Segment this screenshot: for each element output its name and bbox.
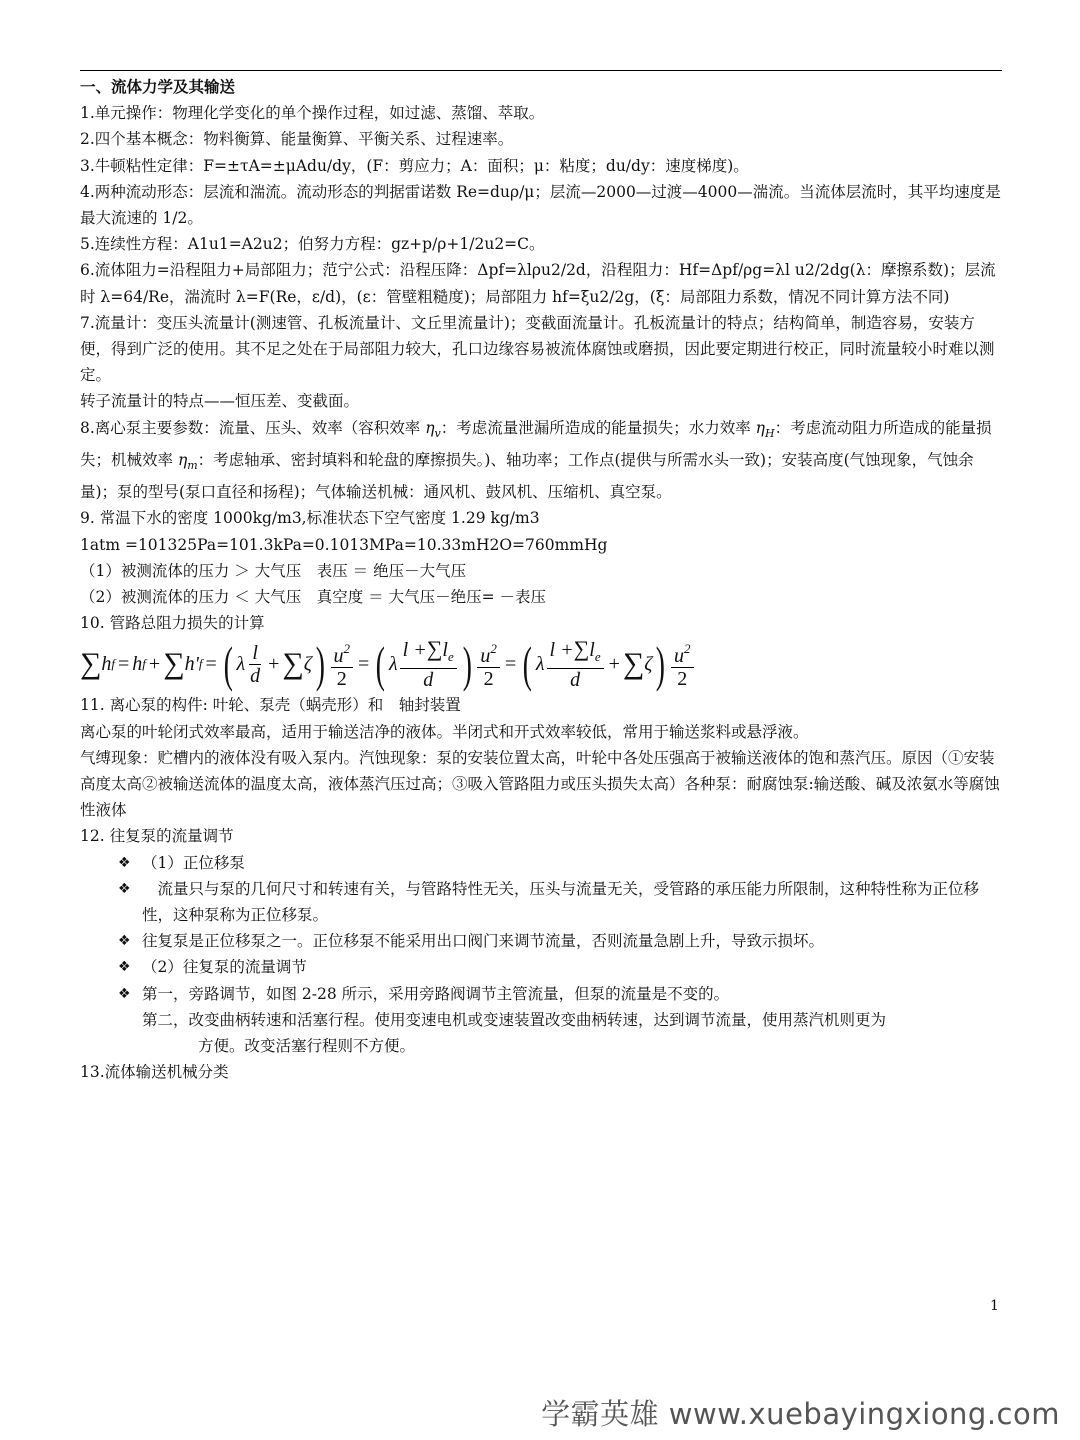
page-number: 1 [990, 1298, 999, 1314]
paragraph-10: 10. 管路总阻力损失的计算 [80, 614, 265, 633]
paragraph-9d: （2）被测流体的压力 ＜ 大气压 真空度 ＝ 大气压－绝压= －表压 [80, 588, 546, 607]
paragraph-9b: 1atm =101325Pa=101.3kPa=0.1013MPa=10.33mH2O=760mmHg [80, 535, 608, 554]
diamond-bullet-icon: ❖ [118, 880, 131, 897]
diamond-bullet-icon: ❖ [118, 854, 131, 871]
paragraph-4: 4.两种流动形态：层流和湍流。流动形态的判据雷诺数 Re=duρ/μ；层流—2000—过渡—4000—湍流。当流体层流时，其平均速度是最大流速的 1/2。 [80, 182, 1001, 228]
bullet-item: ❖ 第一，旁路调节，如图 2-28 所示，采用旁路阀调节主管流量，但泵的流量是不变的。 [80, 981, 1002, 1007]
paragraph-5: 5.连续性方程：A1u1=A2u2；伯努力方程：gz+p/ρ+1/2u2=C。 [80, 235, 545, 254]
watermark: 学霸英雄 www.xuebayingxiong.com [541, 1397, 1060, 1431]
bullet-item: ❖ （2）往复泵的流量调节 [80, 954, 1002, 980]
sub-line-2-cont: 方便。改变活塞行程则不方便。 [198, 1037, 416, 1056]
paragraph-7: 7.流量计：变压头流量计(测速管、孔板流量计、文丘里流量计)；变截面流量计。孔板流量计的特点；结构简单，制造容易，安装方便，得到广泛的使用。其不足之处在于局部阻力较大，孔口边缘容易被流体腐蚀或磨损，因此要定期进行校正，同时流量较小时难以测定。 [80, 313, 995, 385]
paragraph-2: 2.四个基本概念：物料衡算、能量衡算、平衡关系、过程速率。 [80, 130, 514, 149]
paragraph-7b: 转子流量计的特点——恒压差、变截面。 [80, 392, 360, 411]
paragraph-11c: 气缚现象：贮槽内的液体没有吸入泵内。汽蚀现象：泵的安装位置太高，叶轮中各处压强高于被输送液体的饱和蒸汽压。原因（①安装高度太高②被输送流体的温度太高，液体蒸汽压过高；③吸入管路阻力或压头损失太高）各种泵：耐腐蚀泵:输送酸、碱及浓氨水等腐蚀性液体 [80, 748, 1000, 820]
bullet-item: ❖ （1）正位移泵 [80, 850, 1002, 876]
paragraph-3: 3.牛顿粘性定律：F=±τA=±μAdu/dy，(F：剪应力；A：面积；μ：粘度；du/dy：速度梯度)。 [80, 156, 749, 175]
diamond-bullet-icon: ❖ [118, 933, 131, 950]
resistance-formula: ∑ h f = h f + ∑ h' f = ( λ $\frac{l}{d}$ + ∑ ζ ) $\frac{u^2}{2}$ = ( λ $\frac{l +\sum l_e}{d}$ ) $\frac{u^2}{2}$ = ( λ $\frac{l +\sum l_e}{d}$ + ∑ ζ ) $\frac{u^2}{2}$ [80, 636, 1002, 692]
diamond-bullet-icon: ❖ [118, 959, 131, 976]
document-body [80, 74, 1002, 1086]
paragraph-9c: （1）被测流体的压力 ＞ 大气压 表压 ＝ 绝压－大气压 [80, 561, 467, 580]
paragraph-6: 6.流体阻力=沿程阻力+局部阻力；范宁公式：沿程压降：Δpf=λlρu2/2d，沿程阻力：Hf=Δpf/ρg=λl u2/2dg(λ：摩擦系数)；层流时 λ=64/Re，湍流时 λ=F(Re，ε/d)，(ε：管壁粗糙度)；局部阻力 hf=ξu2/2g，(ξ：局部阻力系数，情况不同计算方法不同) [80, 261, 996, 306]
paragraph-13: 13.流体输送机械分类 [80, 1063, 229, 1082]
bullet-item: ❖ 流量只与泵的几何尺寸和转速有关，与管路特性无关，压头与流量无关，受管路的承压能力所限制，这种特性称为正位移性，这种泵称为正位移泵。 [80, 876, 1002, 928]
paragraph-9: 9. 常温下水的密度 1000kg/m3,标准状态下空气密度 1.29 kg/m3 [80, 509, 540, 528]
paragraph-1: 1.单元操作：物理化学变化的单个操作过程，如过滤、蒸馏、萃取。 [80, 104, 545, 123]
header-rule [80, 70, 1002, 71]
paragraph-8: 8.离心泵主要参数：流量、压头、效率（容积效率 $\eta_v$：考虑流量泄漏所造成的能量损失；水力效率 $\eta_H$：考虑流动阻力所造成的能量损失；机械效率 $\eta_m$：考虑轴承、密封填料和轮盘的摩擦损失。)、轴功率；工作点(提供与所需水头一致)；安装高度(气蚀现象，气蚀余量)；泵的型号(泵口直径和扬程)；气体输送机械：通风机、鼓风机、压缩机、真空泵。 [80, 418, 992, 502]
diamond-bullet-icon: ❖ [118, 985, 131, 1002]
paragraph-12: 12. 往复泵的流量调节 [80, 827, 234, 846]
bullet-item: ❖ 往复泵是正位移泵之一。正位移泵不能采用出口阀门来调节流量，否则流量急剧上升，导致示损坏。 [80, 928, 1002, 954]
sub-line-2: 第二，改变曲柄转速和活塞行程。使用变速电机或变速装置改变曲柄转速，达到调节流量，使用蒸汽机则更为 [142, 1010, 887, 1029]
section-title: 一、流体力学及其输送 [80, 77, 236, 96]
paragraph-11b: 离心泵的叶轮闭式效率最高，适用于输送洁净的液体。半闭式和开式效率较低，常用于输送浆料或悬浮液。 [80, 722, 809, 741]
paragraph-11: 11. 离心泵的构件: 叶轮、泵壳（蜗壳形）和 轴封装置 [80, 696, 461, 715]
